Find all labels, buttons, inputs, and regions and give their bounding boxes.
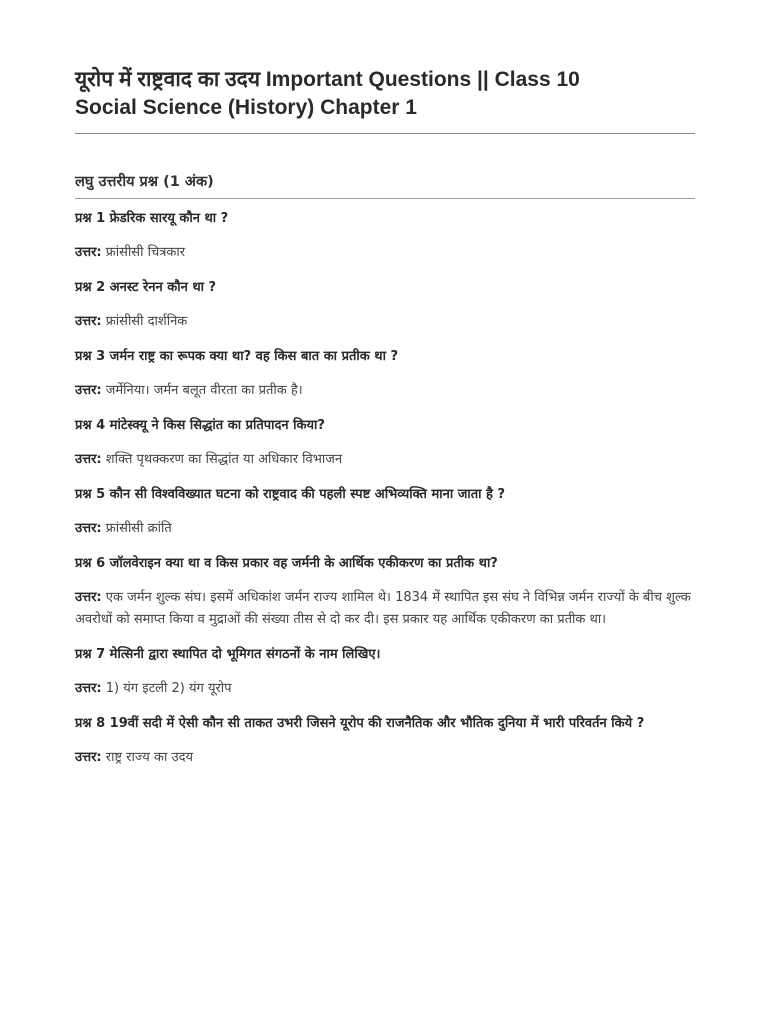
document-page: [75, 66, 695, 782]
question-4: प्रश्न 4 मांटेस्क्यू ने किस सिद्धांत का प्रतिपादन किया?: [75, 418, 325, 433]
answer-5: [75, 518, 695, 540]
qa-item-3: [75, 346, 695, 402]
qa-item-7: [75, 644, 695, 700]
qa-item-1: [75, 208, 695, 264]
section-heading: लघु उत्तरीय प्रश्न (1 अंक): [75, 174, 214, 190]
answer-text-3: जर्मेनिया। जर्मन बलूत वीरता का प्रतीक है।: [105, 383, 303, 398]
answer-4: [75, 449, 695, 471]
qa-item-2: [75, 277, 695, 333]
answer-6: [75, 587, 695, 631]
answer-label: उत्तर:: [75, 590, 102, 605]
answer-text-6: एक जर्मन शुल्क संघ। इसमें अधिकांश जर्मन राज्य शामिल थे। 1834 में स्थापित इस संघ ने विभिन्न जर्मन राज्यों के बीच शुल्क अवरोधों को समाप्त किया व मुद्राओं की संख्या तीस से दो कर दी। इस प्रकार यह आर्थिक एकीकरण का प्रतीक था।: [75, 590, 691, 627]
answer-text-5: फ्रांसीसी क्रांति: [105, 521, 172, 536]
answer-label: उत्तर:: [75, 521, 102, 536]
question-7: प्रश्न 7 मेत्सिनी द्वारा स्थापित दो भूमिगत संगठनों के नाम लिखिए।: [75, 647, 381, 662]
answer-8: [75, 747, 695, 769]
page-title-line-2: Social Science (History) Chapter 1: [75, 96, 417, 119]
answer-text-4: शक्ति पृथक्करण का सिद्धांत या अधिकार विभाजन: [105, 452, 343, 467]
answer-text-7: 1) यंग इटली 2) यंग यूरोप: [105, 681, 232, 696]
question-5: प्रश्न 5 कौन सी विश्वविख्यात घटना को राष्ट्रवाद की पहली स्पष्ट अभिव्यक्ति माना जाता है ?: [75, 487, 506, 502]
qa-item-4: [75, 415, 695, 471]
answer-label: उत्तर:: [75, 750, 102, 765]
answer-7: [75, 678, 695, 700]
answer-text-8: राष्ट्र राज्य का उदय: [105, 750, 194, 765]
question-2: प्रश्न 2 अनस्ट रेनन कौन था ?: [75, 280, 217, 295]
qa-item-6: [75, 553, 695, 631]
answer-1: [75, 242, 695, 264]
qa-item-5: [75, 484, 695, 540]
question-6: प्रश्न 6 जॉलवेराइन क्या था व किस प्रकार वह जर्मनी के आर्थिक एकीकरण का प्रतीक था?: [75, 556, 498, 571]
page-title: [75, 66, 695, 122]
page-title-line-1: यूरोप में राष्ट्रवाद का उदय Important Questions || Class 10: [75, 68, 580, 91]
answer-label: उत्तर:: [75, 245, 102, 260]
question-8: प्रश्न 8 19वीं सदी में ऐसी कौन सी ताकत उभरी जिसने यूरोप की राजनैतिक और भौतिक दुनिया में भारी परिवर्तन किये ?: [75, 716, 645, 731]
qa-list: [75, 208, 695, 769]
answer-label: उत्तर:: [75, 681, 102, 696]
question-3: प्रश्न 3 जर्मन राष्ट्र का रूपक क्या था? वह किस बात का प्रतीक था ?: [75, 349, 398, 364]
title-divider: [75, 133, 695, 134]
answer-label: उत्तर:: [75, 314, 102, 329]
answer-3: [75, 380, 695, 402]
answer-text-1: फ्रांसीसी चित्रकार: [105, 245, 186, 260]
answer-2: [75, 311, 695, 333]
question-1: प्रश्न 1 फ्रेडरिक सारयू कौन था ?: [75, 211, 229, 226]
answer-text-2: फ्रांसीसी दार्शनिक: [105, 314, 188, 329]
section-divider: [75, 198, 695, 199]
qa-item-8: [75, 713, 695, 769]
answer-label: उत्तर:: [75, 383, 102, 398]
answer-label: उत्तर:: [75, 452, 102, 467]
